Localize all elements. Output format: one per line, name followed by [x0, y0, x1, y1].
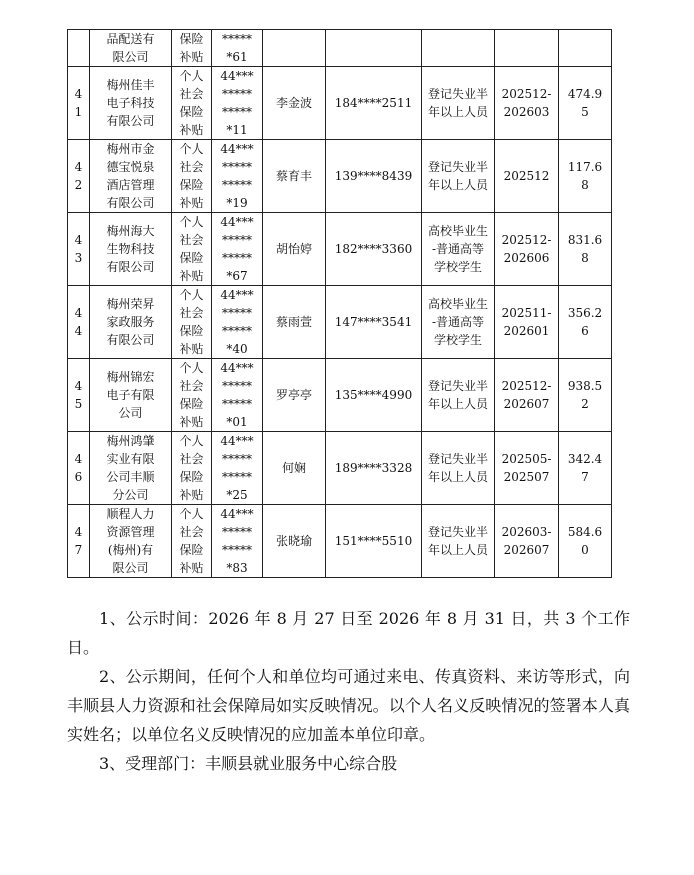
- category-cell: 登记失业半 年以上人员: [422, 359, 495, 432]
- phone-cell: 184****2511: [326, 67, 422, 140]
- company-cell: 梅州荣昇 家政服务 有限公司: [90, 286, 172, 359]
- person-name-cell: [263, 30, 326, 67]
- company-cell: 梅州佳丰 电子科技 有限公司: [90, 67, 172, 140]
- amount-cell: 474.9 5: [559, 67, 612, 140]
- row-number-cell: 4 2: [68, 140, 90, 213]
- phone-cell: 135****4990: [326, 359, 422, 432]
- phone-cell: 139****8439: [326, 140, 422, 213]
- phone-cell: 147****3541: [326, 286, 422, 359]
- period-cell: 202505- 202507: [495, 432, 559, 505]
- person-name-cell: 蔡雨萱: [263, 286, 326, 359]
- company-cell: 梅州锦宏 电子有限 公司: [90, 359, 172, 432]
- amount-cell: [559, 30, 612, 67]
- subsidy-table: [67, 29, 612, 578]
- period-cell: [495, 30, 559, 67]
- person-name-cell: 何娴: [263, 432, 326, 505]
- subsidy-type-cell: 个人 社会 保险 补贴: [172, 140, 212, 213]
- table-row: [68, 213, 612, 286]
- row-number-cell: [68, 30, 90, 67]
- subsidy-type-cell: 个人 社会 保险 补贴: [172, 286, 212, 359]
- person-name-cell: 张晓瑜: [263, 505, 326, 578]
- note-handling-department: 3、受理部门：丰顺县就业服务中心综合股: [99, 754, 398, 773]
- category-cell: 登记失业半 年以上人员: [422, 67, 495, 140]
- subsidy-type-cell: 个人 社会 保险 补贴: [172, 359, 212, 432]
- row-number-cell: 4 5: [68, 359, 90, 432]
- subsidy-type-cell: 保险 补贴: [172, 30, 212, 67]
- phone-cell: 189****3328: [326, 432, 422, 505]
- row-number-cell: 4 3: [68, 213, 90, 286]
- id-number-cell: 44*** ***** ***** *83: [212, 505, 263, 578]
- table-row: [68, 140, 612, 213]
- company-cell: 梅州鸿肇 实业有限 公司丰顺 分公司: [90, 432, 172, 505]
- amount-cell: 356.2 6: [559, 286, 612, 359]
- phone-cell: [326, 30, 422, 67]
- subsidy-type-cell: 个人 社会 保险 补贴: [172, 67, 212, 140]
- company-cell: 顺程人力 资源管理 (梅州)有 限公司: [90, 505, 172, 578]
- amount-cell: 584.6 0: [559, 505, 612, 578]
- category-cell: 登记失业半 年以上人员: [422, 505, 495, 578]
- row-number-cell: 4 7: [68, 505, 90, 578]
- company-cell: 梅州海大 生物科技 有限公司: [90, 213, 172, 286]
- id-number-cell: 44*** ***** ***** *01: [212, 359, 263, 432]
- amount-cell: 342.4 7: [559, 432, 612, 505]
- category-cell: 登记失业半 年以上人员: [422, 140, 495, 213]
- row-number-cell: 4 6: [68, 432, 90, 505]
- id-number-cell: 44*** ***** ***** *25: [212, 432, 263, 505]
- table-row: [68, 432, 612, 505]
- category-cell: [422, 30, 495, 67]
- amount-cell: 117.6 8: [559, 140, 612, 213]
- company-cell: 梅州市金 德宝悦泉 酒店管理 有限公司: [90, 140, 172, 213]
- period-cell: 202512- 202603: [495, 67, 559, 140]
- period-cell: 202603- 202607: [495, 505, 559, 578]
- table-row: [68, 505, 612, 578]
- row-number-cell: 4 4: [68, 286, 90, 359]
- subsidy-type-cell: 个人 社会 保险 补贴: [172, 213, 212, 286]
- period-cell: 202512- 202607: [495, 359, 559, 432]
- id-number-cell: 44*** ***** ***** *19: [212, 140, 263, 213]
- category-cell: 登记失业半 年以上人员: [422, 432, 495, 505]
- note-feedback-channels: 2、公示期间，任何个人和单位均可通过来电、传真资料、来访等形式，向丰顺县人力资源和社会保障局如实反映情况。以个人名义反映情况的签署本人真实姓名；以单位名义反映情况的应加盖本单位印章。: [67, 667, 630, 744]
- note-publicity-period: 1、公示时间：2026 年 8 月 27 日至 2026 年 8 月 31 日，共 3 个工作日。: [67, 609, 630, 657]
- id-number-cell: ***** *61: [212, 30, 263, 67]
- person-name-cell: 罗亭亭: [263, 359, 326, 432]
- id-number-cell: 44*** ***** ***** *11: [212, 67, 263, 140]
- phone-cell: 182****3360: [326, 213, 422, 286]
- period-cell: 202512: [495, 140, 559, 213]
- person-name-cell: 李金波: [263, 67, 326, 140]
- person-name-cell: 胡怡婷: [263, 213, 326, 286]
- subsidy-type-cell: 个人 社会 保险 补贴: [172, 505, 212, 578]
- amount-cell: 831.6 8: [559, 213, 612, 286]
- phone-cell: 151****5510: [326, 505, 422, 578]
- person-name-cell: 蔡育丰: [263, 140, 326, 213]
- table-row: [68, 286, 612, 359]
- period-cell: 202512- 202606: [495, 213, 559, 286]
- id-number-cell: 44*** ***** ***** *67: [212, 213, 263, 286]
- category-cell: 高校毕业生 -普通高等 学校学生: [422, 286, 495, 359]
- row-number-cell: 4 1: [68, 67, 90, 140]
- table-row: [68, 359, 612, 432]
- category-cell: 高校毕业生 -普通高等 学校学生: [422, 213, 495, 286]
- id-number-cell: 44*** ***** ***** *40: [212, 286, 263, 359]
- notice-notes: [67, 604, 630, 778]
- subsidy-type-cell: 个人 社会 保险 补贴: [172, 432, 212, 505]
- period-cell: 202511- 202601: [495, 286, 559, 359]
- amount-cell: 938.5 2: [559, 359, 612, 432]
- table-row: [68, 30, 612, 67]
- table-row: [68, 67, 612, 140]
- company-cell: 品配送有 限公司: [90, 30, 172, 67]
